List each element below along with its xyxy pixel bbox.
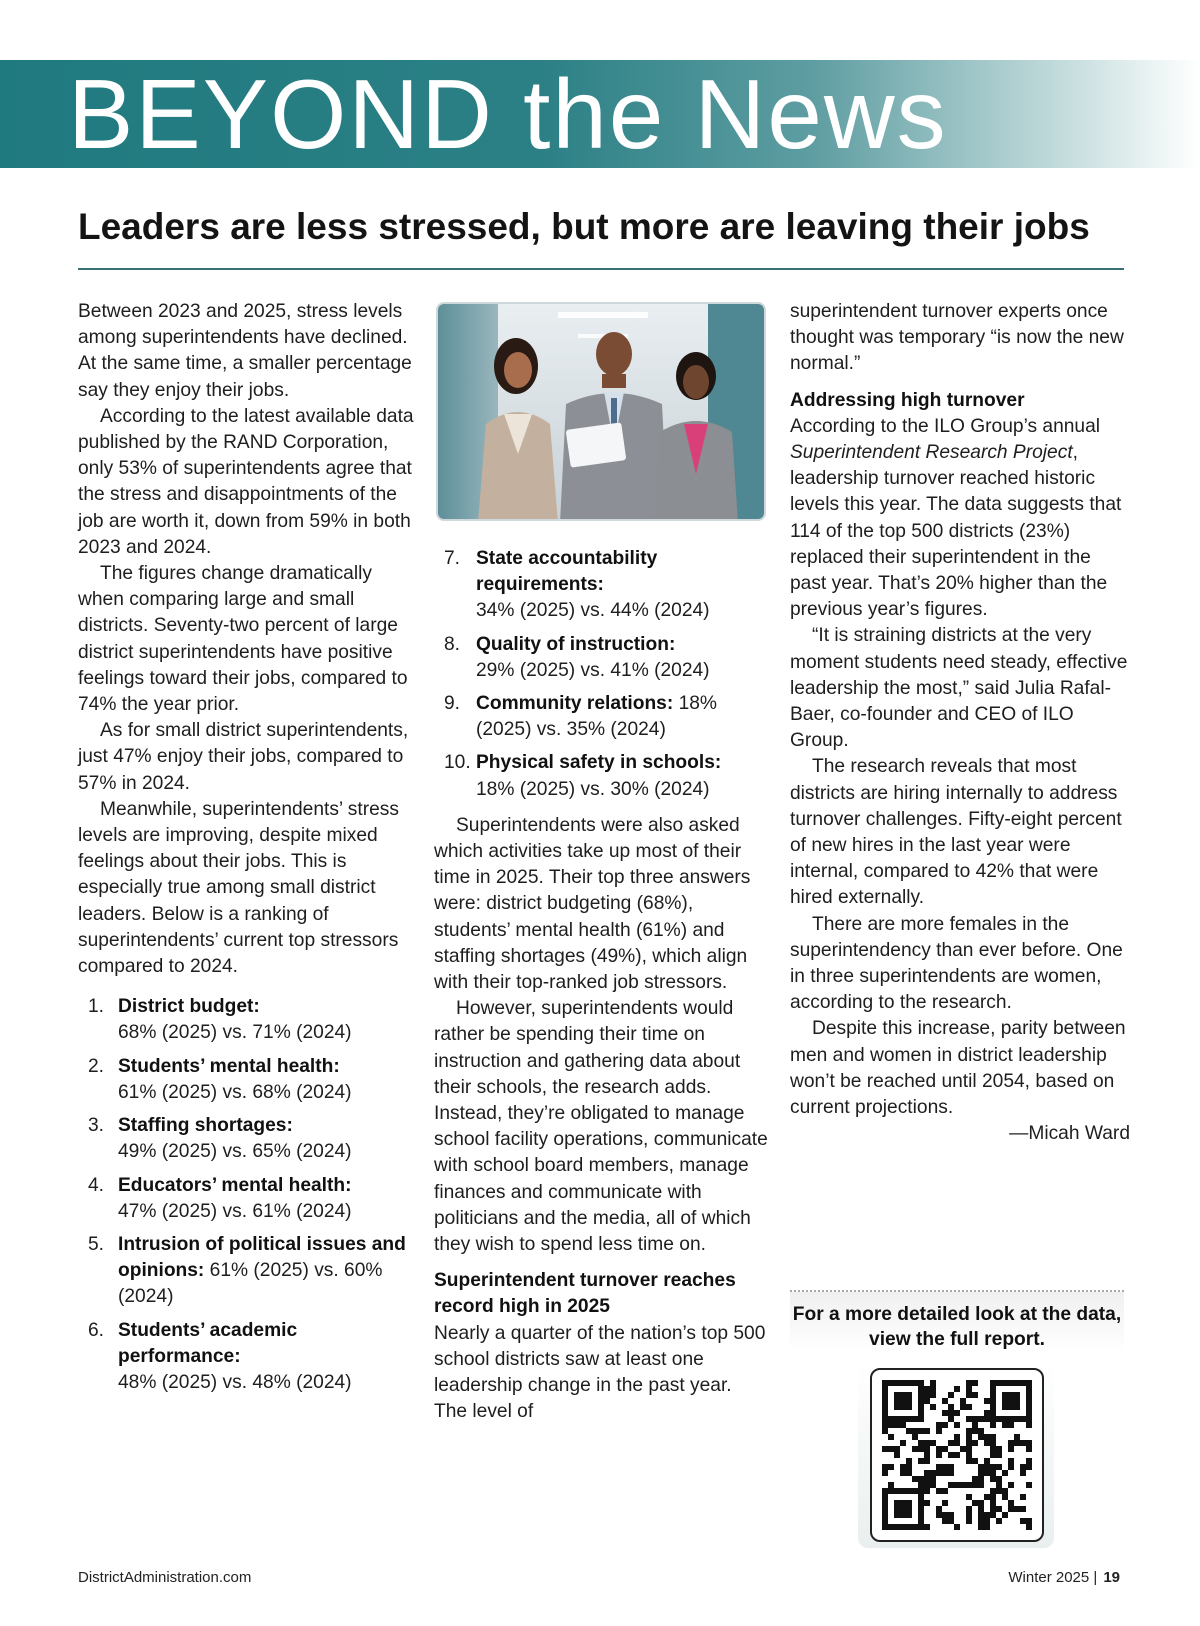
stressor-value: 47% (2025) vs. 61% (2024) (118, 1200, 352, 1222)
stressor-label: Quality of instruction: (476, 633, 676, 655)
text-run: , leadership turnover reached historic levels this year. The data suggests that 114 of the top 500 districts (23%) replaced their superintendent in the past year. That’s 20% higher than the previous year’s figures. (790, 442, 1122, 621)
footer-issue (1008, 1569, 1120, 1586)
stressor-value: 29% (2025) vs. 41% (2024) (476, 659, 710, 681)
list-item (434, 750, 768, 802)
list-number: 5. (88, 1233, 105, 1255)
qr-code-icon[interactable] (872, 1370, 1042, 1540)
paragraph (790, 414, 1130, 624)
list-number: 8. (444, 633, 461, 655)
paragraph: The figures change dramatically when comparing large and small districts. Seventy-two percent of large district superintendents have positive feelings toward their jobs, compared to 74% the year prior. (78, 563, 408, 716)
stressor-value: 61% (2025) vs. 60% (2024) (118, 1260, 383, 1308)
stressor-value: 18% (2025) vs. 35% (2024) (476, 693, 717, 741)
author-byline: —Micah Ward (1009, 1123, 1130, 1145)
qr-code-card[interactable] (858, 1364, 1054, 1548)
stressor-label: Educators’ mental health: (118, 1174, 352, 1196)
paragraph: Meanwhile, superintendents’ stress levels are improving, despite mixed feelings about their jobs. This is especially true among small district leaders. Below is a ranking of superintendents’ current top stressors compared to 2024. (78, 798, 399, 978)
list-number: 7. (444, 548, 461, 569)
report-title: Superintendent Research Project (790, 442, 1073, 464)
paragraph: Nearly a quarter of the nation’s top 500 school districts saw at least one leadership change in the past year. The level of (434, 1322, 766, 1423)
paragraph: Superintendents were also asked which activities take up most of their time in 2025. Their top three answers were: district budgeting (68%), students’ mental health (61%) and staffing shortages (49%), which align with their top-ranked job stressors. (434, 814, 751, 994)
text-run: According to the ILO Group’s annual (790, 415, 1101, 437)
list-item (78, 1173, 418, 1225)
list-item (78, 1113, 418, 1165)
list-number: 4. (88, 1174, 105, 1196)
column-2 (434, 546, 768, 1426)
paragraph: “It is straining districts at the very moment students need steady, effective leadership the most,” said Julia Rafal-Baer, co-founder and CEO of ILO Group. (790, 625, 1128, 752)
stressor-value: 49% (2025) vs. 65% (2024) (118, 1141, 352, 1163)
list-number: 9. (444, 693, 461, 715)
stressor-value: 34% (2025) vs. 44% (2024) (476, 600, 710, 622)
stressor-label: Intrusion of political issues and opinions: (118, 1233, 406, 1282)
list-item (434, 691, 768, 743)
list-number: 3. (88, 1115, 105, 1137)
paragraph: superintendent turnover experts once thought was temporary “is now the new normal.” (790, 301, 1124, 375)
list-number: 10. (444, 752, 471, 774)
stressor-label: Students’ academic performance: (118, 1319, 298, 1367)
qr-frame[interactable] (870, 1368, 1044, 1542)
list-number: 6. (88, 1319, 105, 1341)
headline-divider (78, 268, 1124, 270)
paragraph: There are more females in the superintendency than ever before. One in three superintendents are women, according to the research. (790, 913, 1123, 1014)
list-item (78, 1232, 418, 1311)
subheading-addressing: Addressing high turnover (790, 389, 1025, 411)
list-item (434, 546, 768, 625)
stressor-list-continued (434, 546, 768, 803)
stressor-label: District budget: (118, 996, 260, 1018)
list-number: 2. (88, 1055, 105, 1077)
list-item (434, 632, 768, 684)
footer-site: DistrictAdministration.com (78, 1569, 252, 1586)
paragraph: However, superintendents would rather be spending their time on instruction and gathering data about their schools, the research adds. Instead, they’re obligated to manage school facility operations, communicate with school board members, manage finances and communicate with politicians and the media, all of which they wish to spend less time on. (434, 998, 768, 1256)
paragraph: According to the latest available data published by the RAND Corporation, only 53% of superintendents agree that the stress and disappointments of the job are worth it, down from 59% in both 2023 and 2024. (78, 405, 414, 558)
paragraph: Between 2023 and 2025, stress levels among superintendents have declined. At the same time, a smaller percentage say they enjoy their jobs. (78, 301, 412, 401)
stressor-list (78, 994, 418, 1396)
stressor-value: 68% (2025) vs. 71% (2024) (118, 1022, 352, 1044)
column-1 (78, 299, 418, 1403)
article-photo (436, 302, 766, 521)
stressor-label: Students’ mental health: (118, 1055, 340, 1077)
stressor-value: 61% (2025) vs. 68% (2024) (118, 1081, 352, 1103)
paragraph: As for small district superintendents, just 47% enjoy their jobs, compared to 57% in 2024. (78, 720, 409, 794)
stressor-label: Community relations: (476, 693, 674, 715)
stressor-label: State accountability requirements: (476, 548, 658, 596)
list-item (78, 1054, 418, 1106)
report-callout: For a more detailed look at the data, view the full report. (790, 1290, 1124, 1352)
issue-label: Winter 2025 | (1008, 1569, 1098, 1586)
subheading-turnover: Superintendent turnover reaches record high in 2025 (434, 1270, 736, 1318)
list-item (78, 1318, 418, 1397)
stressor-label: Staffing shortages: (118, 1115, 293, 1137)
stressor-label: Physical safety in schools: (476, 752, 722, 774)
banner-title: BEYOND the News (68, 59, 948, 169)
list-item (78, 994, 418, 1046)
paragraph: Despite this increase, parity between men and women in district leadership won’t be reached until 2054, based on current projections. (790, 1018, 1126, 1119)
column-3 (790, 299, 1130, 1148)
stressor-value: 18% (2025) vs. 30% (2024) (476, 778, 710, 800)
article-headline: Leaders are less stressed, but more are leaving their jobs (78, 206, 1090, 247)
three-educators-photo (438, 304, 766, 521)
paragraph: The research reveals that most districts are hiring internally to address turnover challenges. Fifty-eight percent of new hires in the last year were internal, compared to 42% that were hired externally. (790, 756, 1122, 909)
page-number: 19 (1103, 1569, 1120, 1586)
list-number: 1. (88, 996, 105, 1018)
stressor-value: 48% (2025) vs. 48% (2024) (118, 1371, 352, 1393)
